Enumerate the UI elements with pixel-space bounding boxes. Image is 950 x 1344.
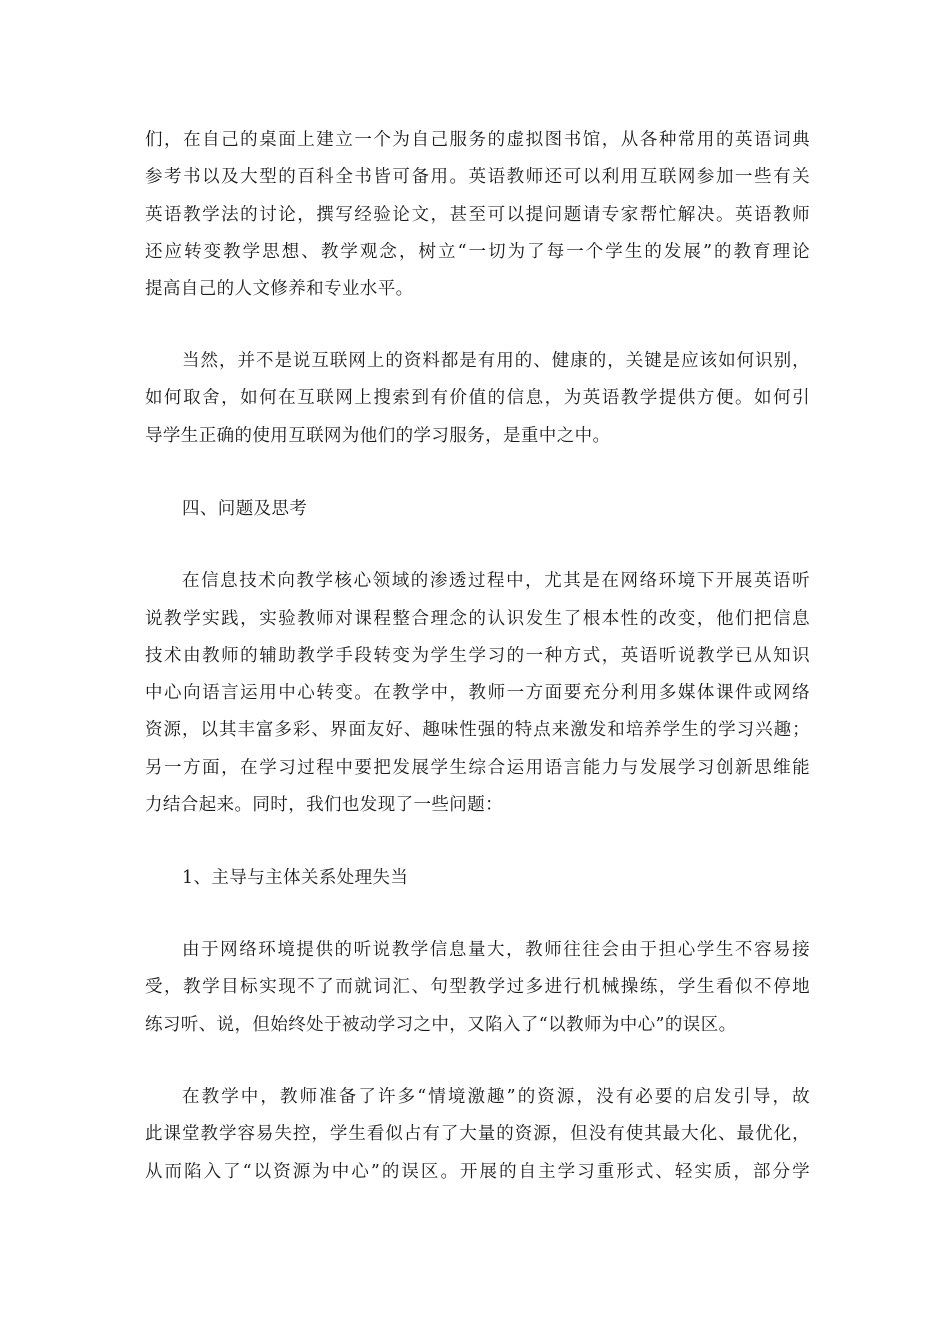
- paragraph-1-line-3: 英语教学法的讨论，撰写经验论文，甚至可以提问题请专家帮忙解决。英语教师: [145, 205, 810, 225]
- paragraph-3-line-6: 另一方面，在学习过程中要把发展学生综合运用语言能力与发展学习创新思维能: [145, 758, 810, 778]
- paragraph-1-line-5: 提高自己的人文修养和专业水平。: [145, 279, 414, 299]
- paragraph-3-line-7: 力结合起来。同时，我们也发现了一些问题：: [145, 795, 503, 815]
- paragraph-3-line-2: 说教学实践，实验教师对课程整合理念的认识发生了根本性的改变，他们把信息: [145, 609, 810, 629]
- paragraph-1-line-4: 还应转变教学思想、教学观念，树立“一切为了每一个学生的发展”的教育理论: [145, 242, 810, 262]
- subsection-heading: 1、主导与主体关系处理失当: [182, 868, 409, 888]
- paragraph-3-line-1: 在信息技术向教学核心领域的渗透过程中，尤其是在网络环境下开展英语听: [182, 571, 810, 591]
- paragraph-3-line-3: 技术由教师的辅助教学手段转变为学生学习的一种方式，英语听说教学已从知识: [145, 646, 810, 666]
- paragraph-2-line-1: 当然，并不是说互联网上的资料都是有用的、健康的，关键是应该如何识别，: [182, 351, 810, 371]
- paragraph-4-line-3: 练习听、说，但始终处于被动学习之中，又陷入了“以教师为中心”的误区。: [145, 1015, 737, 1035]
- section-heading: 四、问题及思考: [182, 499, 308, 519]
- paragraph-2-line-2: 如何取舍，如何在互联网上搜索到有价值的信息，为英语教学提供方便。如何引: [145, 388, 810, 408]
- paragraph-2-line-3: 导学生正确的使用互联网为他们的学习服务，是重中之中。: [145, 426, 611, 446]
- paragraph-4-line-2: 受，教学目标实现不了而就词汇、句型教学过多进行机械操练，学生看似不停地: [145, 977, 810, 997]
- paragraph-1-line-2: 参考书以及大型的百科全书皆可备用。英语教师还可以利用互联网参加一些有关: [145, 167, 810, 187]
- paragraph-5-line-1: 在教学中，教师准备了许多“情境激趣”的资源，没有必要的启发引导，故: [182, 1087, 810, 1107]
- paragraph-3-line-5: 资源，以其丰富多彩、界面友好、趣味性强的特点来激发和培养学生的学习兴趣；: [145, 720, 810, 740]
- paragraph-5-line-3: 从而陷入了“以资源为中心”的误区。开展的自主学习重形式、轻实质，部分学: [145, 1162, 810, 1182]
- paragraph-5-line-2: 此课堂教学容易失控，学生看似占有了大量的资源，但没有使其最大化、最优化，: [145, 1124, 810, 1144]
- paragraph-1-line-1: 们，在自己的桌面上建立一个为自己服务的虚拟图书馆，从各种常用的英语词典: [145, 130, 810, 150]
- paragraph-3-line-4: 中心向语言运用中心转变。在教学中，教师一方面要充分利用多媒体课件或网络: [145, 683, 810, 703]
- paragraph-4-line-1: 由于网络环境提供的听说教学信息量大，教师往往会由于担心学生不容易接: [182, 940, 810, 960]
